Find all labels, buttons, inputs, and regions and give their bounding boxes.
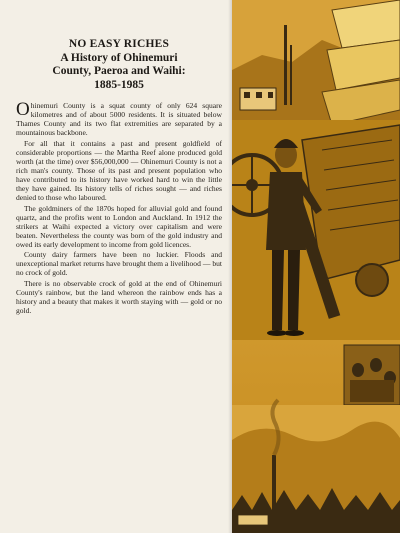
subtitle-line-1: A History of Ohinemuri [60, 52, 178, 64]
title-block [16, 38, 222, 92]
stamper-machinery [232, 120, 400, 340]
blurb-paragraph-2: For all that it contains a past and present goldfield of considerable proportions — the Martha Reef alone produced gold worth (at the time) over $56,000,000 — Ohinemuri County is not a rich man's county. Those of its past and present population who have contributed to its history have worked hard to win the little they have gained. Its history tells of riches sought — and riches denied to those who laboured. [16, 139, 222, 202]
blurb-paragraph-3: The goldminers of the 1870s hoped for alluvial gold and found quartz, and the profits went to London and Auckland. In 1912 the strikers at Waihi expected a victory over capitalism and were beaten. Nevertheless the county was born of the gold industry and owed its early development to income from gold licences. [16, 203, 222, 249]
blurb-text [16, 99, 222, 316]
subtitle-years: 1885-1985 [94, 78, 144, 91]
cover-photo-collage [232, 0, 400, 533]
blurb-paragraph-4: County dairy farmers have been no luckier. Floods and unexceptional market returns have brought them a livelihood — but no crock of gold. [16, 250, 222, 278]
drop-cap: O [16, 99, 30, 121]
blurb-paragraph-5: There is no observable crock of gold at the end of Ohinemuri County's rainbow, but the land whereon the rainbow ends has a history and a beauty that makes it worth staying with — gold or no gold. [16, 279, 222, 316]
blurb-paragraph-1 [16, 99, 222, 138]
collage-illustration [232, 0, 400, 533]
inset-photo [344, 345, 400, 405]
blurb-paragraph-1-text: hinemuri County is a squat county of only 624 square kilometres and of about 5000 residents. It is situated below Thames County and its two flat extremities are separated by a mountainous backbone. [16, 101, 222, 138]
book-title: NO EASY RICHES [68, 38, 170, 50]
subtitle-line-2: County, Paeroa and Waihi: [52, 65, 186, 78]
landscape-chimney [232, 400, 400, 533]
